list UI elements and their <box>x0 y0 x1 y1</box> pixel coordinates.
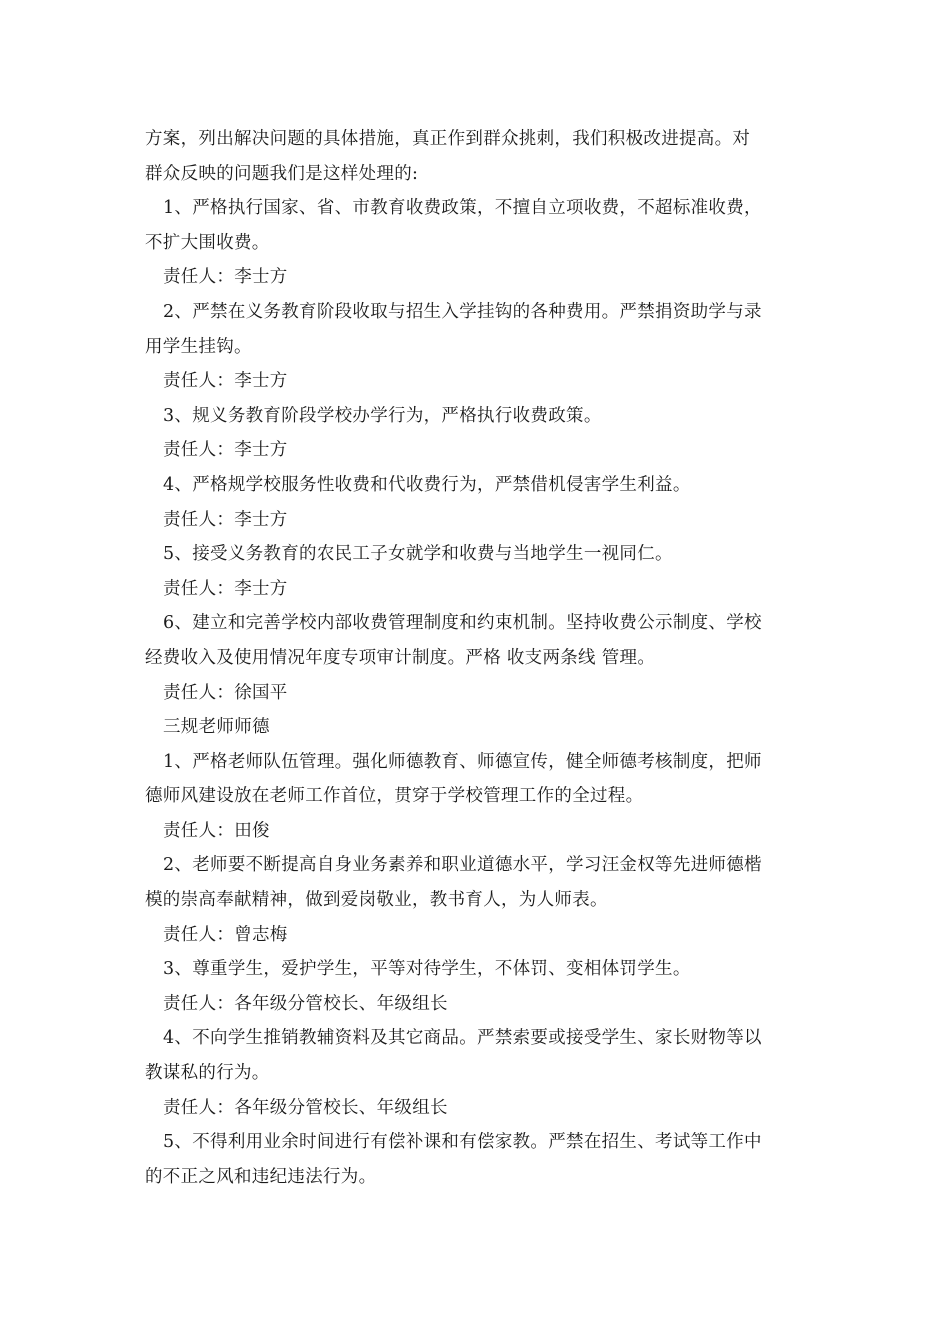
text-line: 6、建立和完善学校内部收费管理制度和约束机制。坚持收费公示制度、学校 <box>163 613 762 634</box>
text-line: 责任人：田俊 <box>163 820 270 841</box>
text-line: 3、规义务教育阶段学校办学行为，严格执行收费政策。 <box>163 405 602 426</box>
text-line: 方案，列出解决问题的具体措施，真正作到群众挑刺，我们积极改进提高。对 <box>145 129 751 149</box>
text-line: 责任人：各年级分管校长、年级组长 <box>163 1097 448 1118</box>
text-line: 用学生挂钩。 <box>145 336 252 357</box>
text-line: 责任人：曾志梅 <box>163 924 288 945</box>
text-line: 2、严禁在义务教育阶段收取与招生入学挂钩的各种费用。严禁捐资助学与录 <box>163 301 762 322</box>
text-line: 5、接受义务教育的农民工子女就学和收费与当地学生一视同仁。 <box>163 544 673 565</box>
text-line: 责任人：李士方 <box>163 267 288 288</box>
text-line: 德师风建设放在老师工作首位，贯穿于学校管理工作的全过程。 <box>145 786 644 807</box>
text-line: 经费收入及使用情况年度专项审计制度。严格 收支两条线 管理。 <box>145 647 656 668</box>
text-line: 的不正之风和违纪违法行为。 <box>145 1166 377 1187</box>
text-line: 责任人：各年级分管校长、年级组长 <box>163 993 448 1014</box>
text-line: 教谋私的行为。 <box>145 1063 270 1084</box>
text-line: 群众反映的问题我们是这样处理的: <box>145 163 419 184</box>
document-page <box>145 122 810 1194</box>
text-line: 三规老师师德 <box>163 717 270 738</box>
text-line: 1、严格执行国家、省、市教育收费政策，不擅自立项收费，不超标准收费， <box>163 198 762 219</box>
text-line: 责任人：李士方 <box>163 440 288 461</box>
text-line: 5、不得利用业余时间进行有偿补课和有偿家教。严禁在招生、考试等工作中 <box>163 1132 762 1153</box>
text-line: 4、严格规学校服务性收费和代收费行为，严禁借机侵害学生利益。 <box>163 474 691 495</box>
text-line: 模的崇高奉献精神，做到爱岗敬业，教书育人，为人师表。 <box>145 890 608 911</box>
text-line: 2、老师要不断提高自身业务素养和职业道德水平，学习汪金权等先进师德楷 <box>163 855 762 876</box>
text-line: 责任人：李士方 <box>163 509 288 530</box>
text-line: 责任人：李士方 <box>163 371 288 392</box>
text-line: 不扩大围收费。 <box>145 232 270 253</box>
text-line: 4、不向学生推销教辅资料及其它商品。严禁索要或接受学生、家长财物等以 <box>163 1028 762 1049</box>
text-line: 责任人：徐国平 <box>163 682 288 703</box>
text-line: 1、严格老师队伍管理。强化师德教育、师德宣传，健全师德考核制度，把师 <box>163 751 762 772</box>
text-line: 责任人：李士方 <box>163 578 288 599</box>
text-line: 3、尊重学生，爱护学生，平等对待学生，不体罚、变相体罚学生。 <box>163 959 691 980</box>
